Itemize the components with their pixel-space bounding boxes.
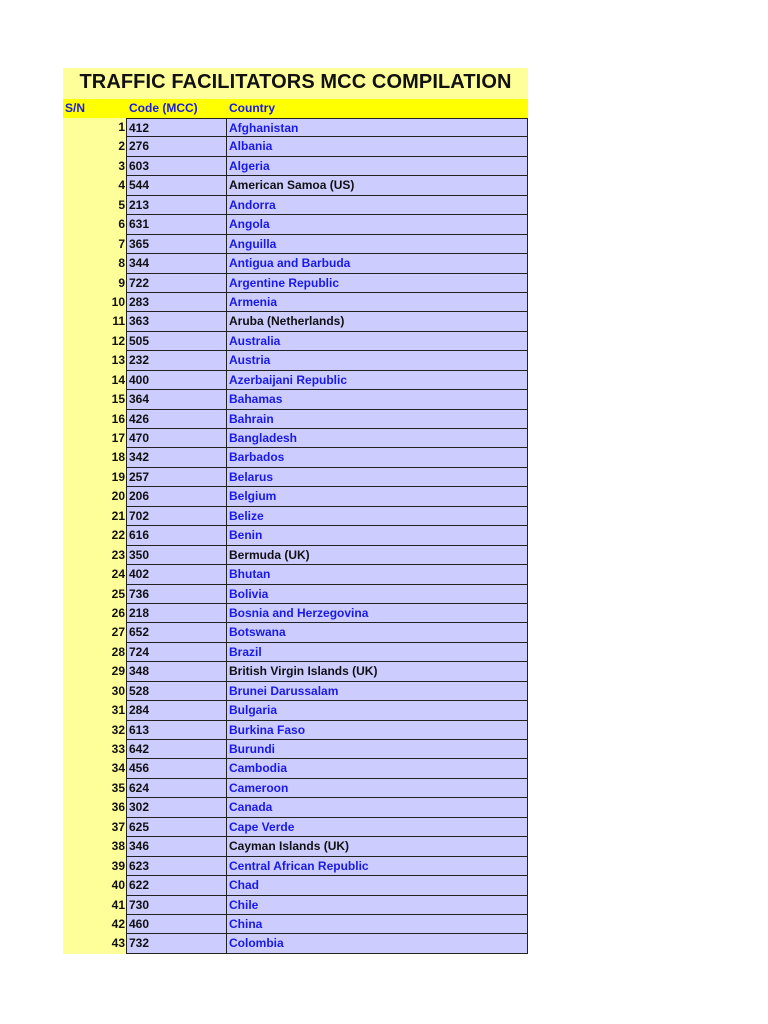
table-row xyxy=(63,410,528,429)
row-mcc-code: 730 xyxy=(126,896,227,915)
country-link[interactable]: Bosnia and Herzegovina xyxy=(226,604,528,623)
table-row xyxy=(63,857,528,876)
table-row xyxy=(63,274,528,293)
row-sn: 30 xyxy=(63,682,126,701)
table-row xyxy=(63,468,528,487)
row-mcc-code: 622 xyxy=(126,876,227,895)
header-country: Country xyxy=(229,101,275,115)
table-row xyxy=(63,565,528,584)
table-row xyxy=(63,235,528,254)
row-mcc-code: 365 xyxy=(126,235,227,254)
row-sn: 7 xyxy=(63,235,126,254)
table-row xyxy=(63,215,528,234)
row-sn: 13 xyxy=(63,351,126,370)
country-link[interactable]: Cape Verde xyxy=(226,818,528,837)
country-link[interactable]: Bangladesh xyxy=(226,429,528,448)
country-link[interactable]: Bahamas xyxy=(226,390,528,409)
row-mcc-code: 257 xyxy=(126,468,227,487)
row-mcc-code: 624 xyxy=(126,779,227,798)
table-body xyxy=(63,118,528,954)
country-link[interactable]: Belize xyxy=(226,507,528,526)
country-link[interactable]: Bolivia xyxy=(226,585,528,604)
country-link[interactable]: Belgium xyxy=(226,487,528,506)
row-mcc-code: 284 xyxy=(126,701,227,720)
country-link[interactable]: Chad xyxy=(226,876,528,895)
row-mcc-code: 736 xyxy=(126,585,227,604)
row-mcc-code: 348 xyxy=(126,662,227,681)
country-link[interactable]: Armenia xyxy=(226,293,528,312)
table-row xyxy=(63,837,528,856)
table-row xyxy=(63,448,528,467)
country-link[interactable]: Albania xyxy=(226,137,528,156)
row-mcc-code: 702 xyxy=(126,507,227,526)
row-mcc-code: 631 xyxy=(126,215,227,234)
row-mcc-code: 724 xyxy=(126,643,227,662)
row-sn: 14 xyxy=(63,371,126,390)
row-mcc-code: 613 xyxy=(126,721,227,740)
row-sn: 16 xyxy=(63,410,126,429)
row-sn: 1 xyxy=(63,118,126,137)
country-link[interactable]: Algeria xyxy=(226,157,528,176)
country-link[interactable]: Chile xyxy=(226,896,528,915)
row-mcc-code: 456 xyxy=(126,759,227,778)
header-sn: S/N xyxy=(65,101,86,115)
row-mcc-code: 460 xyxy=(126,915,227,934)
table-row xyxy=(63,915,528,934)
table-row xyxy=(63,351,528,370)
table-row xyxy=(63,623,528,642)
row-mcc-code: 603 xyxy=(126,157,227,176)
page-title: TRAFFIC FACILITATORS MCC COMPILATION xyxy=(79,71,512,93)
country-name: Bermuda (UK) xyxy=(226,546,528,565)
row-sn: 32 xyxy=(63,721,126,740)
country-link[interactable]: China xyxy=(226,915,528,934)
country-link[interactable]: Benin xyxy=(226,526,528,545)
row-sn: 36 xyxy=(63,798,126,817)
country-link[interactable]: Bahrain xyxy=(226,410,528,429)
row-mcc-code: 213 xyxy=(126,196,227,215)
header-row xyxy=(63,99,528,118)
row-sn: 25 xyxy=(63,585,126,604)
row-sn: 21 xyxy=(63,507,126,526)
row-mcc-code: 426 xyxy=(126,410,227,429)
country-link[interactable]: Afghanistan xyxy=(226,118,528,137)
table-row xyxy=(63,137,528,156)
country-link[interactable]: Bulgaria xyxy=(226,701,528,720)
table-row xyxy=(63,332,528,351)
table-row xyxy=(63,526,528,545)
table-row xyxy=(63,682,528,701)
row-sn: 29 xyxy=(63,662,126,681)
country-name: Cayman Islands (UK) xyxy=(226,837,528,856)
row-mcc-code: 344 xyxy=(126,254,227,273)
row-mcc-code: 218 xyxy=(126,604,227,623)
table-row xyxy=(63,196,528,215)
table-row xyxy=(63,721,528,740)
title-band xyxy=(63,68,528,99)
country-name: British Virgin Islands (UK) xyxy=(226,662,528,681)
table-row xyxy=(63,818,528,837)
row-mcc-code: 283 xyxy=(126,293,227,312)
row-sn: 26 xyxy=(63,604,126,623)
row-sn: 31 xyxy=(63,701,126,720)
table-row xyxy=(63,429,528,448)
row-mcc-code: 652 xyxy=(126,623,227,642)
row-mcc-code: 722 xyxy=(126,274,227,293)
row-sn: 33 xyxy=(63,740,126,759)
row-mcc-code: 400 xyxy=(126,371,227,390)
country-name: American Samoa (US) xyxy=(226,176,528,195)
row-mcc-code: 623 xyxy=(126,857,227,876)
row-mcc-code: 616 xyxy=(126,526,227,545)
table-row xyxy=(63,390,528,409)
table-row xyxy=(63,934,528,953)
row-mcc-code: 528 xyxy=(126,682,227,701)
mcc-table xyxy=(63,68,528,954)
country-link[interactable]: Bhutan xyxy=(226,565,528,584)
table-row xyxy=(63,487,528,506)
row-sn: 11 xyxy=(63,312,126,331)
row-sn: 20 xyxy=(63,487,126,506)
country-name: Aruba (Netherlands) xyxy=(226,312,528,331)
country-link[interactable]: Anguilla xyxy=(226,235,528,254)
country-link[interactable]: Botswana xyxy=(226,623,528,642)
table-row xyxy=(63,779,528,798)
table-row xyxy=(63,759,528,778)
country-link[interactable]: Austria xyxy=(226,351,528,370)
country-link[interactable]: Canada xyxy=(226,798,528,817)
row-mcc-code: 470 xyxy=(126,429,227,448)
table-row xyxy=(63,798,528,817)
country-link[interactable]: Burundi xyxy=(226,740,528,759)
row-sn: 24 xyxy=(63,565,126,584)
country-link[interactable]: Burkina Faso xyxy=(226,721,528,740)
table-row xyxy=(63,662,528,681)
country-link[interactable]: Cameroon xyxy=(226,779,528,798)
row-mcc-code: 206 xyxy=(126,487,227,506)
table-row xyxy=(63,371,528,390)
country-link[interactable]: Australia xyxy=(226,332,528,351)
row-sn: 12 xyxy=(63,332,126,351)
country-link[interactable]: Azerbaijani Republic xyxy=(226,371,528,390)
table-row xyxy=(63,157,528,176)
country-link[interactable]: Cambodia xyxy=(226,759,528,778)
row-sn: 34 xyxy=(63,759,126,778)
table-row xyxy=(63,740,528,759)
row-sn: 27 xyxy=(63,623,126,642)
row-mcc-code: 363 xyxy=(126,312,227,331)
country-link[interactable]: Brunei Darussalam xyxy=(226,682,528,701)
row-sn: 19 xyxy=(63,468,126,487)
table-row xyxy=(63,118,528,137)
table-row xyxy=(63,254,528,273)
row-sn: 43 xyxy=(63,934,126,953)
row-sn: 42 xyxy=(63,915,126,934)
country-link[interactable]: Central African Republic xyxy=(226,857,528,876)
row-sn: 39 xyxy=(63,857,126,876)
row-mcc-code: 342 xyxy=(126,448,227,467)
country-link[interactable]: Antigua and Barbuda xyxy=(226,254,528,273)
row-sn: 8 xyxy=(63,254,126,273)
table-row xyxy=(63,701,528,720)
row-mcc-code: 402 xyxy=(126,565,227,584)
table-row xyxy=(63,507,528,526)
row-sn: 35 xyxy=(63,779,126,798)
row-sn: 3 xyxy=(63,157,126,176)
country-link[interactable]: Barbados xyxy=(226,448,528,467)
row-sn: 40 xyxy=(63,876,126,895)
table-row xyxy=(63,585,528,604)
row-sn: 2 xyxy=(63,137,126,156)
row-sn: 28 xyxy=(63,643,126,662)
table-row xyxy=(63,896,528,915)
row-sn: 9 xyxy=(63,274,126,293)
row-sn: 22 xyxy=(63,526,126,545)
row-mcc-code: 364 xyxy=(126,390,227,409)
row-mcc-code: 505 xyxy=(126,332,227,351)
row-sn: 6 xyxy=(63,215,126,234)
table-row xyxy=(63,876,528,895)
row-sn: 37 xyxy=(63,818,126,837)
row-sn: 4 xyxy=(63,176,126,195)
row-mcc-code: 642 xyxy=(126,740,227,759)
country-link[interactable]: Andorra xyxy=(226,196,528,215)
table-row xyxy=(63,643,528,662)
row-mcc-code: 625 xyxy=(126,818,227,837)
header-code: Code (MCC) xyxy=(129,101,198,115)
row-sn: 15 xyxy=(63,390,126,409)
row-mcc-code: 412 xyxy=(126,118,227,137)
row-mcc-code: 276 xyxy=(126,137,227,156)
country-link[interactable]: Argentine Republic xyxy=(226,274,528,293)
table-row xyxy=(63,176,528,195)
country-link[interactable]: Angola xyxy=(226,215,528,234)
row-sn: 10 xyxy=(63,293,126,312)
row-mcc-code: 350 xyxy=(126,546,227,565)
row-mcc-code: 732 xyxy=(126,934,227,953)
table-row xyxy=(63,604,528,623)
row-mcc-code: 232 xyxy=(126,351,227,370)
row-mcc-code: 544 xyxy=(126,176,227,195)
row-sn: 38 xyxy=(63,837,126,856)
row-sn: 18 xyxy=(63,448,126,467)
table-row xyxy=(63,546,528,565)
row-mcc-code: 302 xyxy=(126,798,227,817)
row-mcc-code: 346 xyxy=(126,837,227,856)
table-row xyxy=(63,293,528,312)
country-link[interactable]: Brazil xyxy=(226,643,528,662)
row-sn: 41 xyxy=(63,896,126,915)
row-sn: 17 xyxy=(63,429,126,448)
country-link[interactable]: Colombia xyxy=(226,934,528,953)
table-row xyxy=(63,312,528,331)
country-link[interactable]: Belarus xyxy=(226,468,528,487)
row-sn: 5 xyxy=(63,196,126,215)
row-sn: 23 xyxy=(63,546,126,565)
